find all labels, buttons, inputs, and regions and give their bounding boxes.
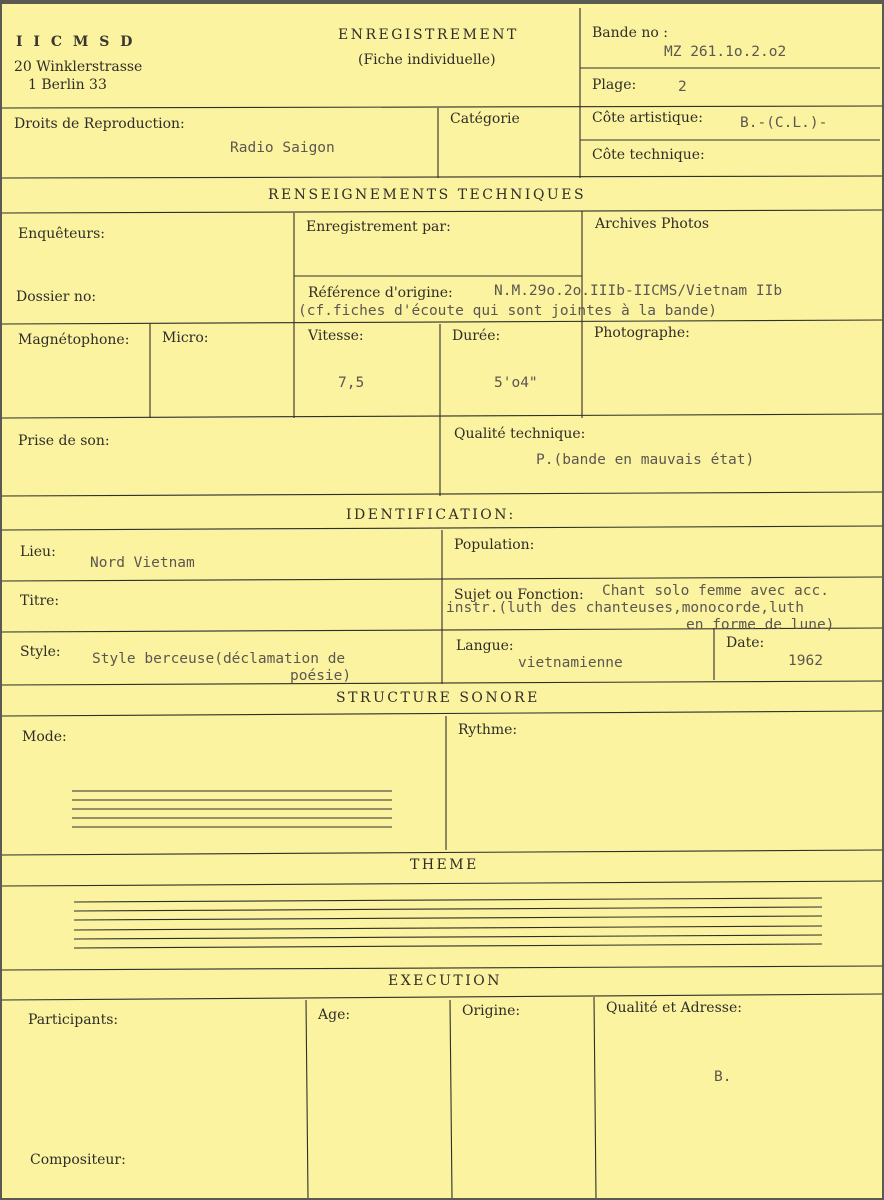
mode-label: Mode: — [22, 729, 67, 745]
cote-artistique-value: B.-(C.L.)- — [740, 115, 828, 131]
vitesse-value: 7,5 — [338, 375, 365, 391]
rythme-label: Rythme: — [458, 722, 518, 738]
cote-technique-label: Côte technique: — [592, 147, 705, 163]
execution-heading: EXECUTION — [388, 973, 503, 989]
population-label: Population: — [454, 537, 535, 553]
style-label: Style: — [20, 644, 61, 660]
sujet-value-line3: en forme de lune) — [686, 617, 835, 633]
photographe-label: Photographe: — [594, 325, 690, 341]
compositeur-label: Compositeur: — [30, 1152, 126, 1168]
sujet-value-line1: Chant solo femme avec acc. — [602, 583, 829, 599]
participants-label: Participants: — [28, 1012, 119, 1028]
qualite-technique-label: Qualité technique: — [454, 426, 586, 442]
dossier-label: Dossier no: — [16, 289, 97, 305]
micro-label: Micro: — [162, 330, 209, 346]
titre-label: Titre: — [20, 593, 60, 609]
qualite-technique-value: P.(bande en mauvais état) — [536, 452, 755, 468]
qualite-adresse-value: B. — [714, 1069, 732, 1085]
sujet-label: Sujet ou Fonction: — [454, 587, 584, 603]
droits-label: Droits de Reproduction: — [14, 116, 185, 132]
cote-artistique-label: Côte artistique: — [592, 110, 703, 126]
qualite-adresse-label: Qualité et Adresse: — [606, 1000, 742, 1016]
prise-de-son-label: Prise de son: — [18, 433, 110, 449]
origine-label: Origine: — [462, 1003, 521, 1019]
duree-label: Durée: — [452, 328, 501, 344]
address-street: 20 Winklerstrasse — [14, 59, 143, 75]
archives-photos-label: Archives Photos — [595, 216, 710, 232]
identification-heading: IDENTIFICATION: — [346, 507, 516, 523]
lieu-label: Lieu: — [20, 544, 56, 560]
date-value: 1962 — [788, 653, 823, 669]
duree-value: 5'o4" — [494, 375, 538, 391]
bande-label: Bande no : — [592, 25, 668, 41]
form-subtitle: (Fiche individuelle) — [358, 52, 496, 68]
age-label: Age: — [318, 1007, 351, 1023]
enregistrement-par-label: Enregistrement par: — [306, 219, 451, 235]
form-title: ENREGISTREMENT — [338, 27, 519, 43]
lieu-value: Nord Vietnam — [90, 555, 195, 571]
droits-value: Radio Saigon — [230, 140, 335, 156]
magnetophone-label: Magnétophone: — [18, 332, 130, 348]
date-label: Date: — [726, 635, 765, 651]
technique-heading: RENSEIGNEMENTS TECHNIQUES — [268, 187, 587, 203]
langue-value: vietnamienne — [518, 655, 623, 671]
vitesse-label: Vitesse: — [308, 328, 364, 344]
institute-logo: I I C M S D — [16, 34, 136, 50]
enqueteurs-label: Enquêteurs: — [18, 226, 106, 242]
style-value-line1: Style berceuse(déclamation de — [92, 651, 346, 667]
address-city: 1 Berlin 33 — [28, 77, 107, 93]
style-value-line2: poésie) — [290, 668, 352, 684]
structure-heading: STRUCTURE SONORE — [336, 690, 540, 706]
categorie-label: Catégorie — [450, 111, 520, 127]
plage-label: Plage: — [592, 77, 637, 93]
index-card — [2, 4, 882, 1198]
langue-label: Langue: — [456, 638, 514, 654]
reference-note: (cf.fiches d'écoute qui sont jointes à la bande) — [298, 303, 718, 319]
plage-value: 2 — [678, 79, 687, 95]
reference-label: Référence d'origine: — [308, 285, 453, 301]
sujet-value-line2: instr.(luth des chanteuses,monocorde,luth — [446, 600, 804, 616]
reference-value: N.M.29o.2o.IIIb-IICMS/Vietnam IIb — [494, 283, 783, 299]
theme-heading: THEME — [410, 857, 479, 873]
bande-value: MZ 261.1o.2.o2 — [664, 44, 787, 60]
